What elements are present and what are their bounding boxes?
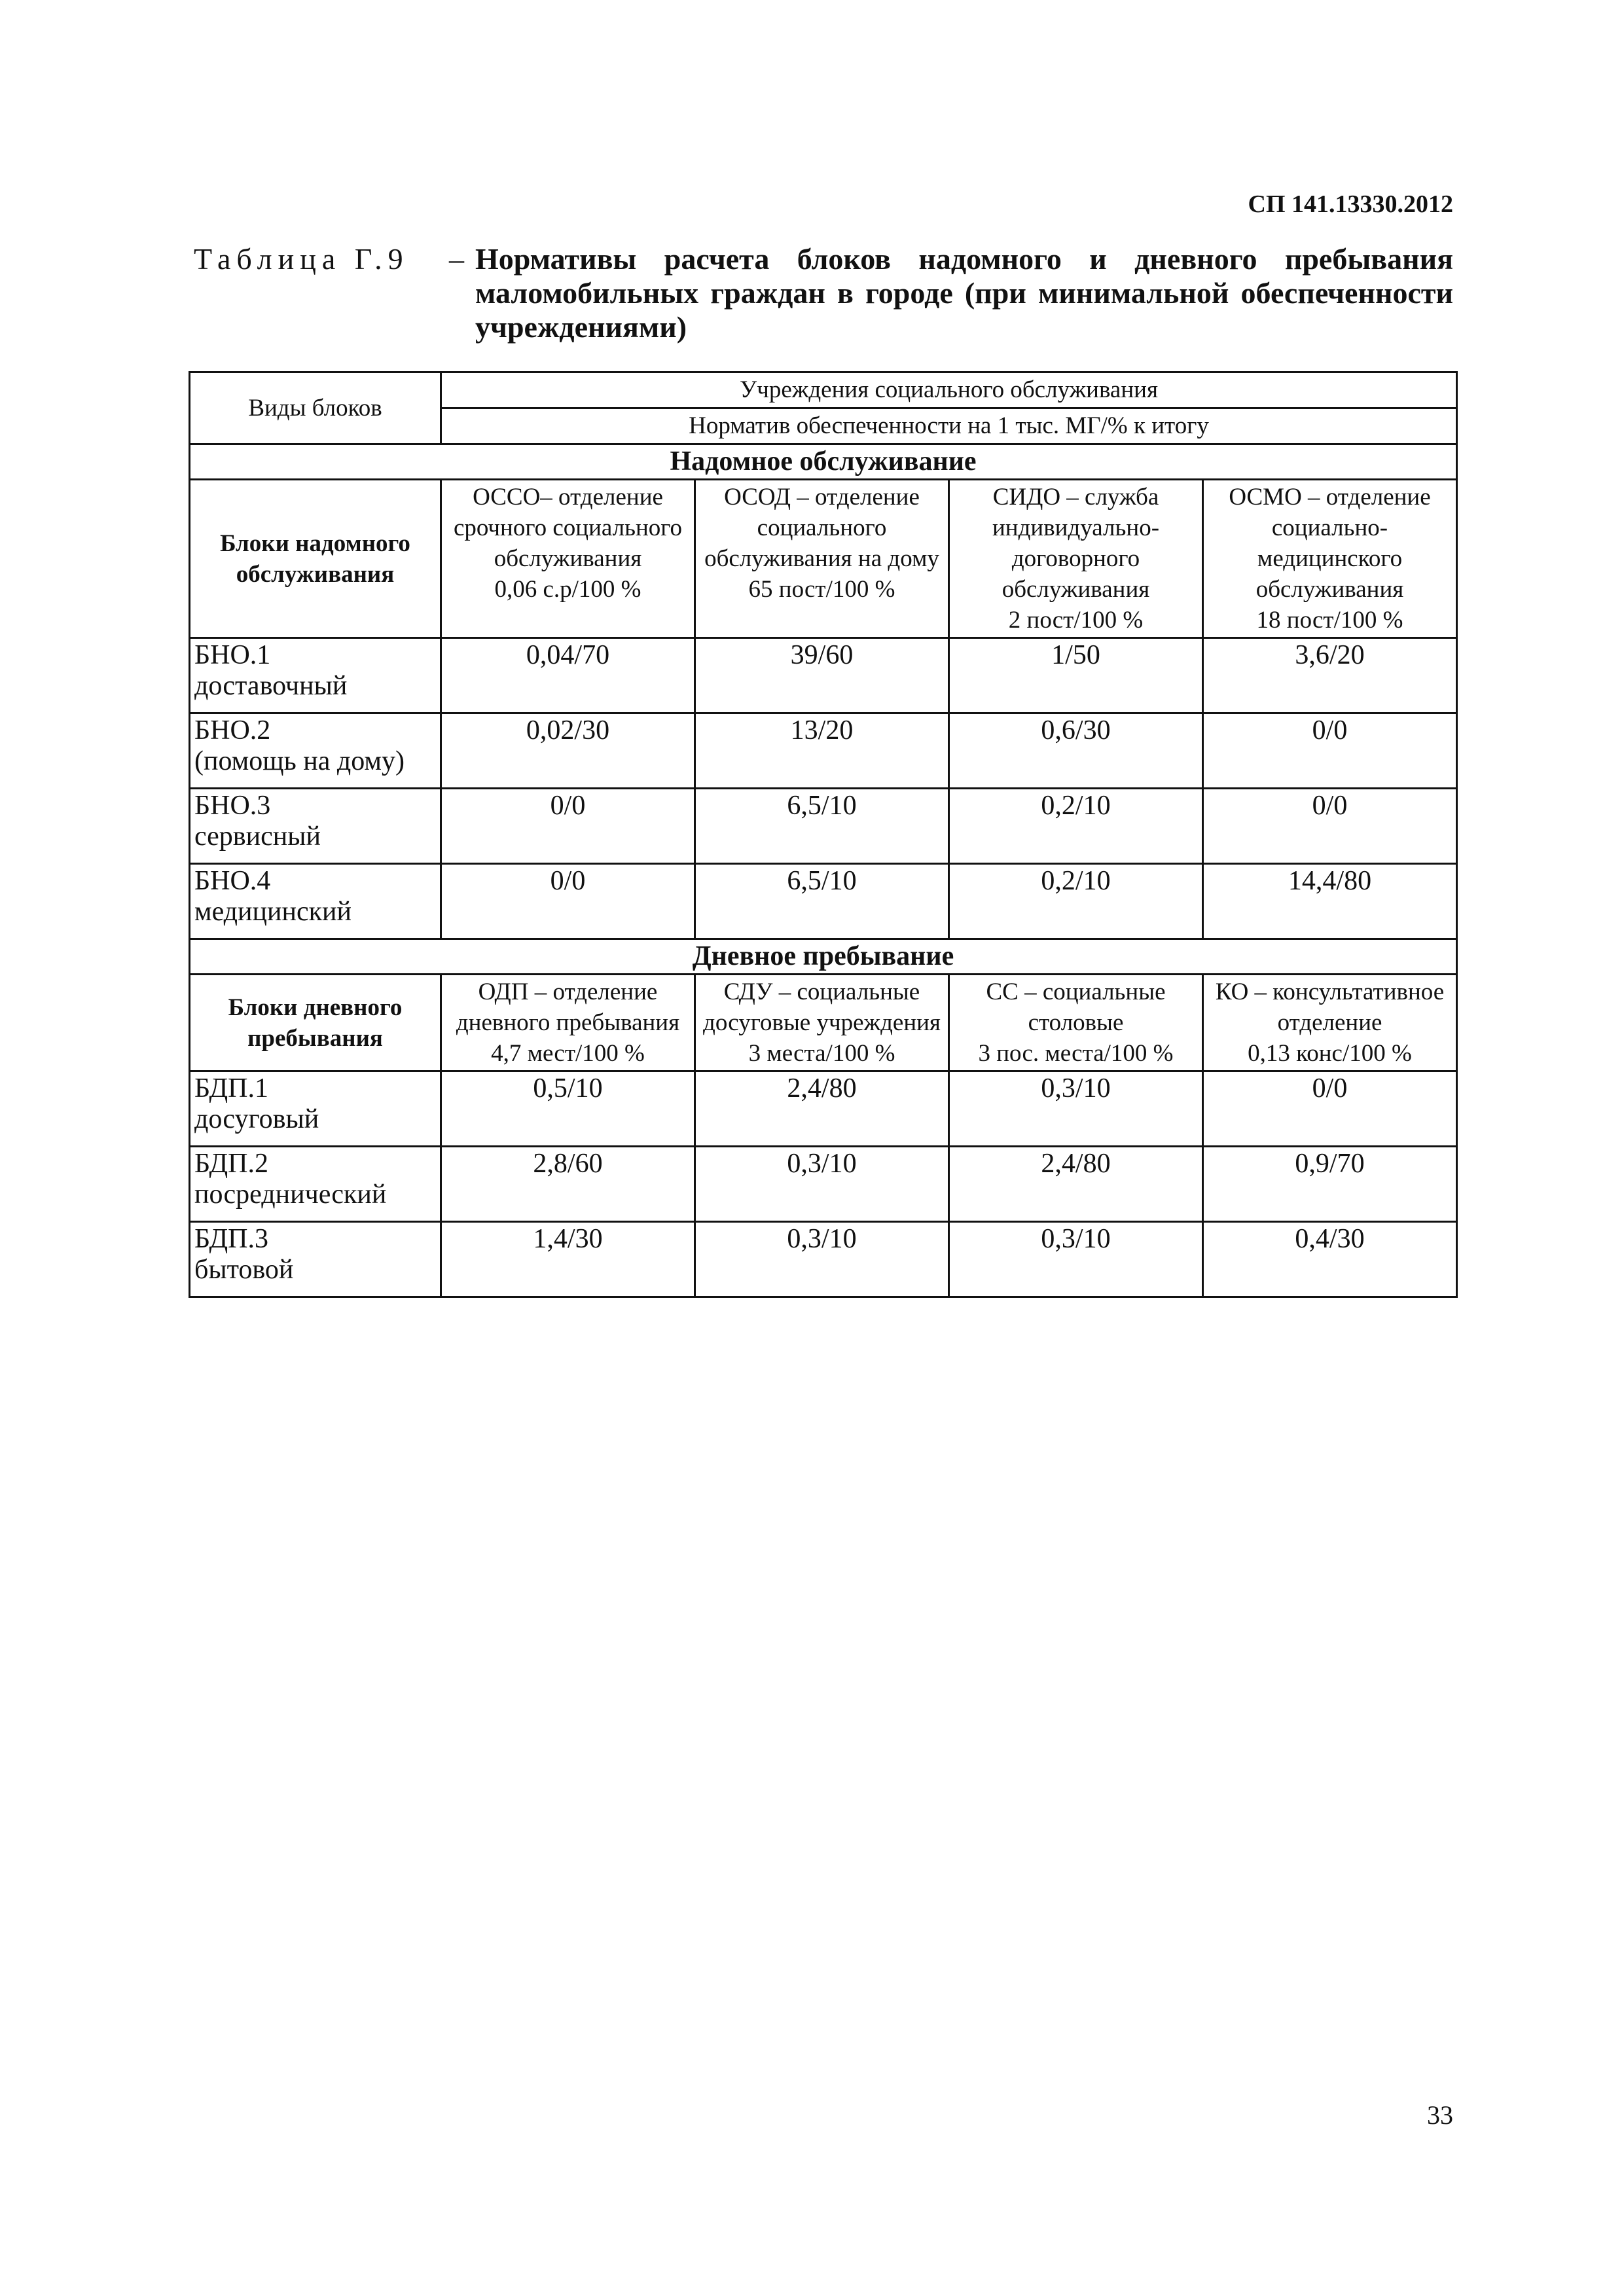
block-name: [190, 713, 441, 789]
institution-norm: 3 пос. места/100 %: [978, 1040, 1174, 1067]
value-cell: 0,3/10: [695, 1222, 949, 1297]
header-row-institutions: [190, 372, 1457, 408]
block-label: доставочный: [194, 671, 348, 701]
table-caption: [194, 242, 1453, 344]
value-cell: 0,4/30: [1203, 1222, 1457, 1297]
value-cell: 2,4/80: [695, 1071, 949, 1147]
block-label: досуговый: [194, 1104, 319, 1134]
table-row: [190, 1147, 1457, 1222]
institution-name: СС – социальные столовые: [986, 978, 1166, 1036]
institution-name: ОДП – отделение дневного пребывания: [456, 978, 680, 1036]
block-name: [190, 1071, 441, 1147]
institution-norm: 18 пост/100 %: [1256, 607, 1403, 634]
institution-name: ОСМО – отделение социально-медицинского обслуживания: [1229, 484, 1431, 603]
table-title: Нормативы расчета блоков надомного и дневного пребывания маломобильных граждан в городе (при минимальной обеспеченности учреждениями): [475, 242, 1453, 344]
section-row-day: [190, 939, 1457, 975]
group-label-home: Блоки надомного обслуживания: [190, 480, 441, 638]
institution-norm: 3 места/100 %: [748, 1040, 895, 1067]
document-code: СП 141.13330.2012: [1248, 190, 1453, 218]
table-row: [190, 864, 1457, 939]
value-cell: 0/0: [1203, 713, 1457, 789]
norm-header: Норматив обеспеченности на 1 тыс. МГ/% к итогу: [441, 408, 1457, 444]
institution-norm: 0,06 с.р/100 %: [494, 576, 641, 603]
value-cell: 39/60: [695, 638, 949, 713]
value-cell: 0,3/10: [949, 1222, 1203, 1297]
block-types-header: Виды блоков: [190, 372, 441, 444]
institution-osod: [695, 480, 949, 638]
value-cell: 0,9/70: [1203, 1147, 1457, 1222]
block-name: [190, 1222, 441, 1297]
institution-sdu: [695, 975, 949, 1071]
value-cell: 14,4/80: [1203, 864, 1457, 939]
value-cell: 3,6/20: [1203, 638, 1457, 713]
block-name: [190, 638, 441, 713]
institution-norm: 2 пост/100 %: [1008, 607, 1144, 634]
value-cell: 6,5/10: [695, 864, 949, 939]
institution-name: ОСОД – отделение социального обслуживания на дому: [704, 484, 939, 572]
value-cell: 0/0: [1203, 789, 1457, 864]
institutions-header: Учреждения социального обслуживания: [441, 372, 1457, 408]
institution-name: СДУ – социальные досуговые учреждения: [703, 978, 941, 1036]
value-cell: 0,2/10: [949, 864, 1203, 939]
institution-ko: [1203, 975, 1457, 1071]
block-code: БНО.1: [194, 640, 271, 670]
table-row: [190, 1071, 1457, 1147]
value-cell: 13/20: [695, 713, 949, 789]
block-code: БДП.2: [194, 1149, 268, 1179]
section-title-day: Дневное пребывание: [190, 939, 1457, 975]
block-name: [190, 1147, 441, 1222]
value-cell: 0,6/30: [949, 713, 1203, 789]
institution-norm: 4,7 мест/100 %: [491, 1040, 645, 1067]
block-code: БДП.1: [194, 1073, 268, 1103]
institution-name: КО – консультативное отделение: [1215, 978, 1445, 1036]
value-cell: 0/0: [1203, 1071, 1457, 1147]
institution-sido: [949, 480, 1203, 638]
block-code: БНО.4: [194, 866, 271, 896]
institution-norm: 0,13 конс/100 %: [1248, 1040, 1412, 1067]
institution-name: ОССО– отделение срочного социального обслуживания: [453, 484, 683, 572]
block-code: БДП.3: [194, 1224, 268, 1254]
group-label-day: Блоки дневного пребывания: [190, 975, 441, 1071]
block-label: бытовой: [194, 1255, 294, 1285]
block-label: медицинский: [194, 897, 352, 927]
institutions-row-day: [190, 975, 1457, 1071]
value-cell: 0,3/10: [695, 1147, 949, 1222]
block-name: [190, 789, 441, 864]
institution-ss: [949, 975, 1203, 1071]
value-cell: 0,2/10: [949, 789, 1203, 864]
value-cell: 0,04/70: [441, 638, 695, 713]
page-number: 33: [1427, 2100, 1453, 2130]
block-label: сервисный: [194, 821, 321, 852]
block-code: БНО.2: [194, 715, 271, 745]
table-row: [190, 1222, 1457, 1297]
value-cell: 0/0: [441, 789, 695, 864]
block-label: посреднический: [194, 1179, 387, 1210]
table-row: [190, 713, 1457, 789]
block-name: [190, 864, 441, 939]
institutions-row-home: [190, 480, 1457, 638]
value-cell: 2,8/60: [441, 1147, 695, 1222]
value-cell: 1,4/30: [441, 1222, 695, 1297]
value-cell: 0/0: [441, 864, 695, 939]
institution-norm: 65 пост/100 %: [748, 576, 895, 603]
value-cell: 0,5/10: [441, 1071, 695, 1147]
table-number: Таблица Г.9: [194, 242, 409, 276]
value-cell: 1/50: [949, 638, 1203, 713]
table-row: [190, 638, 1457, 713]
value-cell: 0,02/30: [441, 713, 695, 789]
institution-odp: [441, 975, 695, 1071]
institution-osmo: [1203, 480, 1457, 638]
value-cell: 2,4/80: [949, 1147, 1203, 1222]
table-row: [190, 789, 1457, 864]
section-row-home: [190, 444, 1457, 480]
norms-table: [189, 371, 1458, 1298]
block-code: БНО.3: [194, 791, 271, 821]
block-label: (помощь на дому): [194, 746, 405, 776]
value-cell: 6,5/10: [695, 789, 949, 864]
value-cell: 0,3/10: [949, 1071, 1203, 1147]
caption-dash: –: [449, 242, 464, 276]
institution-osso: [441, 480, 695, 638]
section-title-home: Надомное обслуживание: [190, 444, 1457, 480]
institution-name: СИДО – служба индивидуально-договорного обслуживания: [992, 484, 1160, 603]
